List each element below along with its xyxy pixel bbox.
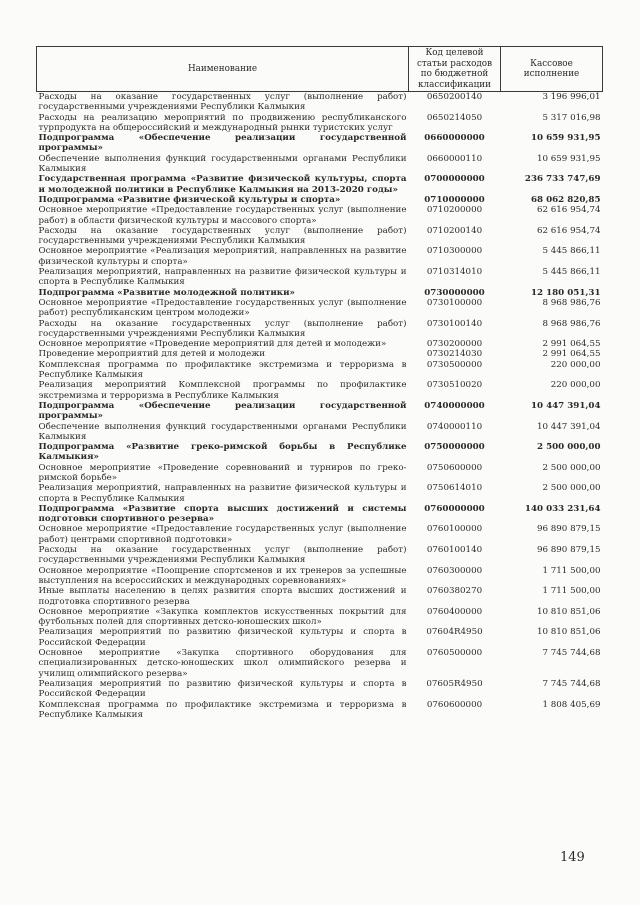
row-name-cell: Государственная программа «Развитие физической культуры, спорта и молодежной политики в Республике Калмыкия на 2013-2020 годы» [38,174,407,195]
row-amount-cell: 10 659 931,95 [530,133,601,144]
header-name: Наименование [37,47,409,92]
row-code-cell: 0750614010 [426,483,483,494]
table-row [37,566,603,587]
row-amount-cell: 2 991 064,55 [542,339,601,350]
table-row [37,339,603,349]
row-amount-cell: 220 000,00 [550,359,601,370]
row-name-cell: Обеспечение выполнения функций государственными органами Республики Калмыкия [38,421,407,442]
row-name-cell: Основное мероприятие «Предоставление государственных услуг (выполнение работ) республиканским центром молодежи» [38,297,407,319]
row-name-cell: Основное мероприятие «Реализация мероприятий, направленных на развитие физической культуры и спорта» [38,246,407,267]
row-code-cell: 0760400000 [426,606,483,617]
row-amount-cell: 2 991 064,55 [542,349,601,360]
row-amount-cell: 62 616 954,74 [536,225,601,236]
table-row [37,92,603,113]
table-row [37,545,603,566]
row-amount-cell: 10 447 391,04 [530,400,601,411]
table-row [37,442,603,463]
table-row [37,422,603,443]
row-amount-cell: 96 890 879,15 [536,524,601,535]
row-name-cell: Реализация мероприятий по развитию физической культуры и спорта в Российской Федерации [38,627,407,648]
row-name-cell: Расходы на оказание государственных услуг (выполнение работ) государственными учреждениями Республики Калмыкия [38,92,407,113]
row-amount-cell: 62 616 954,74 [536,205,601,216]
table-row [37,504,603,525]
row-code-cell: 0730510020 [426,380,483,391]
row-name-cell: Основное мероприятие «Поощрение спортсменов и их тренеров за успешные выступления на всероссийских и международных соревнованиях» [38,565,407,586]
row-code-cell: 0730500000 [426,359,483,370]
row-name-cell: Проведение мероприятий для детей и молодежи [38,349,265,360]
table-header-row [37,47,603,92]
row-name-cell: Подпрограмма «Развитие молодежной политики» [38,287,295,298]
row-amount-cell: 1 711 500,00 [542,565,601,576]
row-name-cell: Расходы на оказание государственных услуг (выполнение работ) государственными учреждениями Республики Калмыкия [38,318,407,339]
row-code-cell: 0740000000 [424,400,485,411]
row-code-cell: 0730100140 [426,318,483,329]
row-name-cell: Расходы на реализацию мероприятий по продвижению республиканского турпродукта на общероссийский и международный рынки туристских услуг [38,112,407,133]
row-amount-cell: 5 445 866,11 [542,246,601,257]
row-code-cell: 0760300000 [426,565,483,576]
row-name-cell: Основное мероприятие «Предоставление государственных услуг (выполнение работ) в области физической культуры и массового спорта» [38,205,407,226]
table-row [37,586,603,607]
row-name-cell: Основное мероприятие «Закупка спортивного оборудования для специализированных детско-юношеских школ олимпийского резерва и училищ олимпийского резерва» [38,648,407,679]
row-amount-cell: 8 968 986,76 [542,318,601,329]
table-row [37,648,603,679]
row-code-cell: 0660000110 [426,153,483,164]
row-name-cell: Основное мероприятие «Проведение мероприятий для детей и молодежи» [38,339,387,350]
row-name-cell: Подпрограмма «Обеспечение реализации государственной программы» [38,400,407,422]
row-code-cell: 0760380270 [426,586,483,597]
row-code-cell: 0750000000 [424,442,485,453]
table-row [37,298,603,319]
row-code-cell: 07605R4950 [426,678,483,689]
table-row [37,174,603,195]
row-name-cell: Подпрограмма «Обеспечение реализации государственной программы» [38,133,407,154]
row-name-cell: Подпрограмма «Развитие физической культуры и спорта» [38,194,341,205]
row-amount-cell: 2 500 000,00 [537,442,601,453]
table-row [37,360,603,381]
row-amount-cell: 236 733 747,69 [524,174,601,185]
row-name-cell: Обеспечение выполнения функций государственными органами Республики Калмыкия [38,153,407,175]
row-code-cell: 0760500000 [426,648,483,659]
row-code-cell: 0650214050 [426,112,483,123]
row-code-cell: 0730100000 [426,297,483,308]
row-code-cell: 0710300000 [426,246,483,257]
row-name-cell: Подпрограмма «Развитие греко-римской борьбы в Республике Калмыкия» [38,442,407,463]
row-code-cell: 0730200000 [426,339,483,350]
table-row [37,288,603,298]
row-code-cell: 0700000000 [424,174,485,185]
row-name-cell: Расходы на оказание государственных услуг (выполнение работ) государственными учреждениями Республики Калмыкия [38,545,407,566]
row-amount-cell: 5 445 866,11 [542,267,601,278]
row-code-cell: 0740000110 [426,421,483,432]
row-amount-cell: 68 062 820,85 [530,194,601,205]
table-row [37,607,603,628]
row-amount-cell: 1 808 405,69 [542,699,601,710]
table-row [37,133,603,154]
row-name-cell: Основное мероприятие «Проведение соревнований и турниров по греко-римской борьбе» [38,462,407,483]
row-amount-cell: 5 317 016,98 [542,112,601,123]
row-amount-cell: 96 890 879,15 [536,545,601,556]
header-amount: Кассовое исполнение [501,47,603,92]
table-row [37,195,603,205]
row-amount-cell: 8 968 986,76 [542,297,601,308]
table-row [37,267,603,288]
row-amount-cell: 2 500 000,00 [542,462,601,473]
row-name-cell: Реализация мероприятий, направленных на развитие физической культуры и спорта в Республике Калмыкия [38,483,407,504]
row-code-cell: 0710000000 [424,194,485,205]
row-name-cell: Реализация мероприятий Комплексной программы по профилактике экстремизма и терроризма в Республике Калмыкия [38,380,407,401]
table-row [37,679,603,700]
row-name-cell: Иные выплаты населению в целях развития спорта высших достижений и подготовка спортивного резерва [38,586,407,607]
table-row [37,401,603,422]
table-row [37,524,603,545]
row-code-cell: 0730214030 [426,349,483,360]
row-name-cell: Комплексная программа по профилактике экстремизма и терроризма в Республике Калмыкия [38,699,407,720]
header-code: Код целевой статьи расходов по бюджетной классификации [409,47,501,92]
row-name-cell: Основное мероприятие «Предоставление государственных услуг (выполнение работ) центрами спортивной подготовки» [38,524,407,545]
row-code-cell: 0760100000 [426,524,483,535]
table-row [37,349,603,359]
row-code-cell: 07604R4950 [426,627,483,638]
row-amount-cell: 10 810 851,06 [536,627,601,638]
table-row [37,246,603,267]
row-amount-cell: 2 500 000,00 [542,483,601,494]
table-row [37,483,603,504]
row-name-cell: Комплексная программа по профилактике экстремизма и терроризма в Республике Калмыкия [38,359,407,381]
table-row [37,113,603,134]
row-amount-cell: 1 711 500,00 [542,586,601,597]
row-code-cell: 0760100140 [426,545,483,556]
row-name-cell: Расходы на оказание государственных услуг (выполнение работ) государственными учреждениями Республики Калмыкия [38,225,407,247]
row-code-cell: 0710200000 [426,205,483,216]
row-amount-cell: 10 659 931,95 [536,153,601,164]
row-amount-cell: 140 033 231,64 [524,503,601,514]
table-row [37,380,603,401]
row-code-cell: 0710200140 [426,225,483,236]
table-row [37,627,603,648]
row-name-cell: Реализация мероприятий по развитию физической культуры и спорта в Российской Федерации [38,678,407,700]
table-body [37,92,603,721]
row-name-cell: Подпрограмма «Развитие спорта высших достижений и системы подготовки спортивного резерва» [38,503,407,525]
row-amount-cell: 12 180 051,31 [530,287,601,298]
table-row [37,154,603,175]
table-row [37,463,603,484]
table-row [37,226,603,247]
table-row [37,319,603,340]
row-code-cell: 0660000000 [424,133,485,144]
table-row [37,700,603,721]
row-code-cell: 0710314010 [426,267,483,278]
row-code-cell: 0760600000 [426,699,483,710]
row-code-cell: 0760000000 [424,503,485,514]
row-amount-cell: 220 000,00 [550,380,601,391]
budget-execution-table [36,46,603,720]
row-name-cell: Реализация мероприятий, направленных на развитие физической культуры и спорта в Республике Калмыкия [38,267,407,288]
row-code-cell: 0750600000 [426,462,483,473]
page-number: 149 [560,850,585,865]
row-amount-cell: 7 745 744,68 [542,648,601,659]
row-amount-cell: 3 196 996,01 [542,92,601,102]
row-code-cell: 0730000000 [424,287,485,298]
row-amount-cell: 10 447 391,04 [536,421,601,432]
row-amount-cell: 7 745 744,68 [542,678,601,689]
row-amount-cell: 10 810 851,06 [536,606,601,617]
row-name-cell: Основное мероприятие «Закупка комплектов искусственных покрытий для футбольных полей для спортивных детско-юношеских школ» [38,606,407,628]
table-row [37,205,603,226]
row-code-cell: 0650200140 [426,92,483,102]
